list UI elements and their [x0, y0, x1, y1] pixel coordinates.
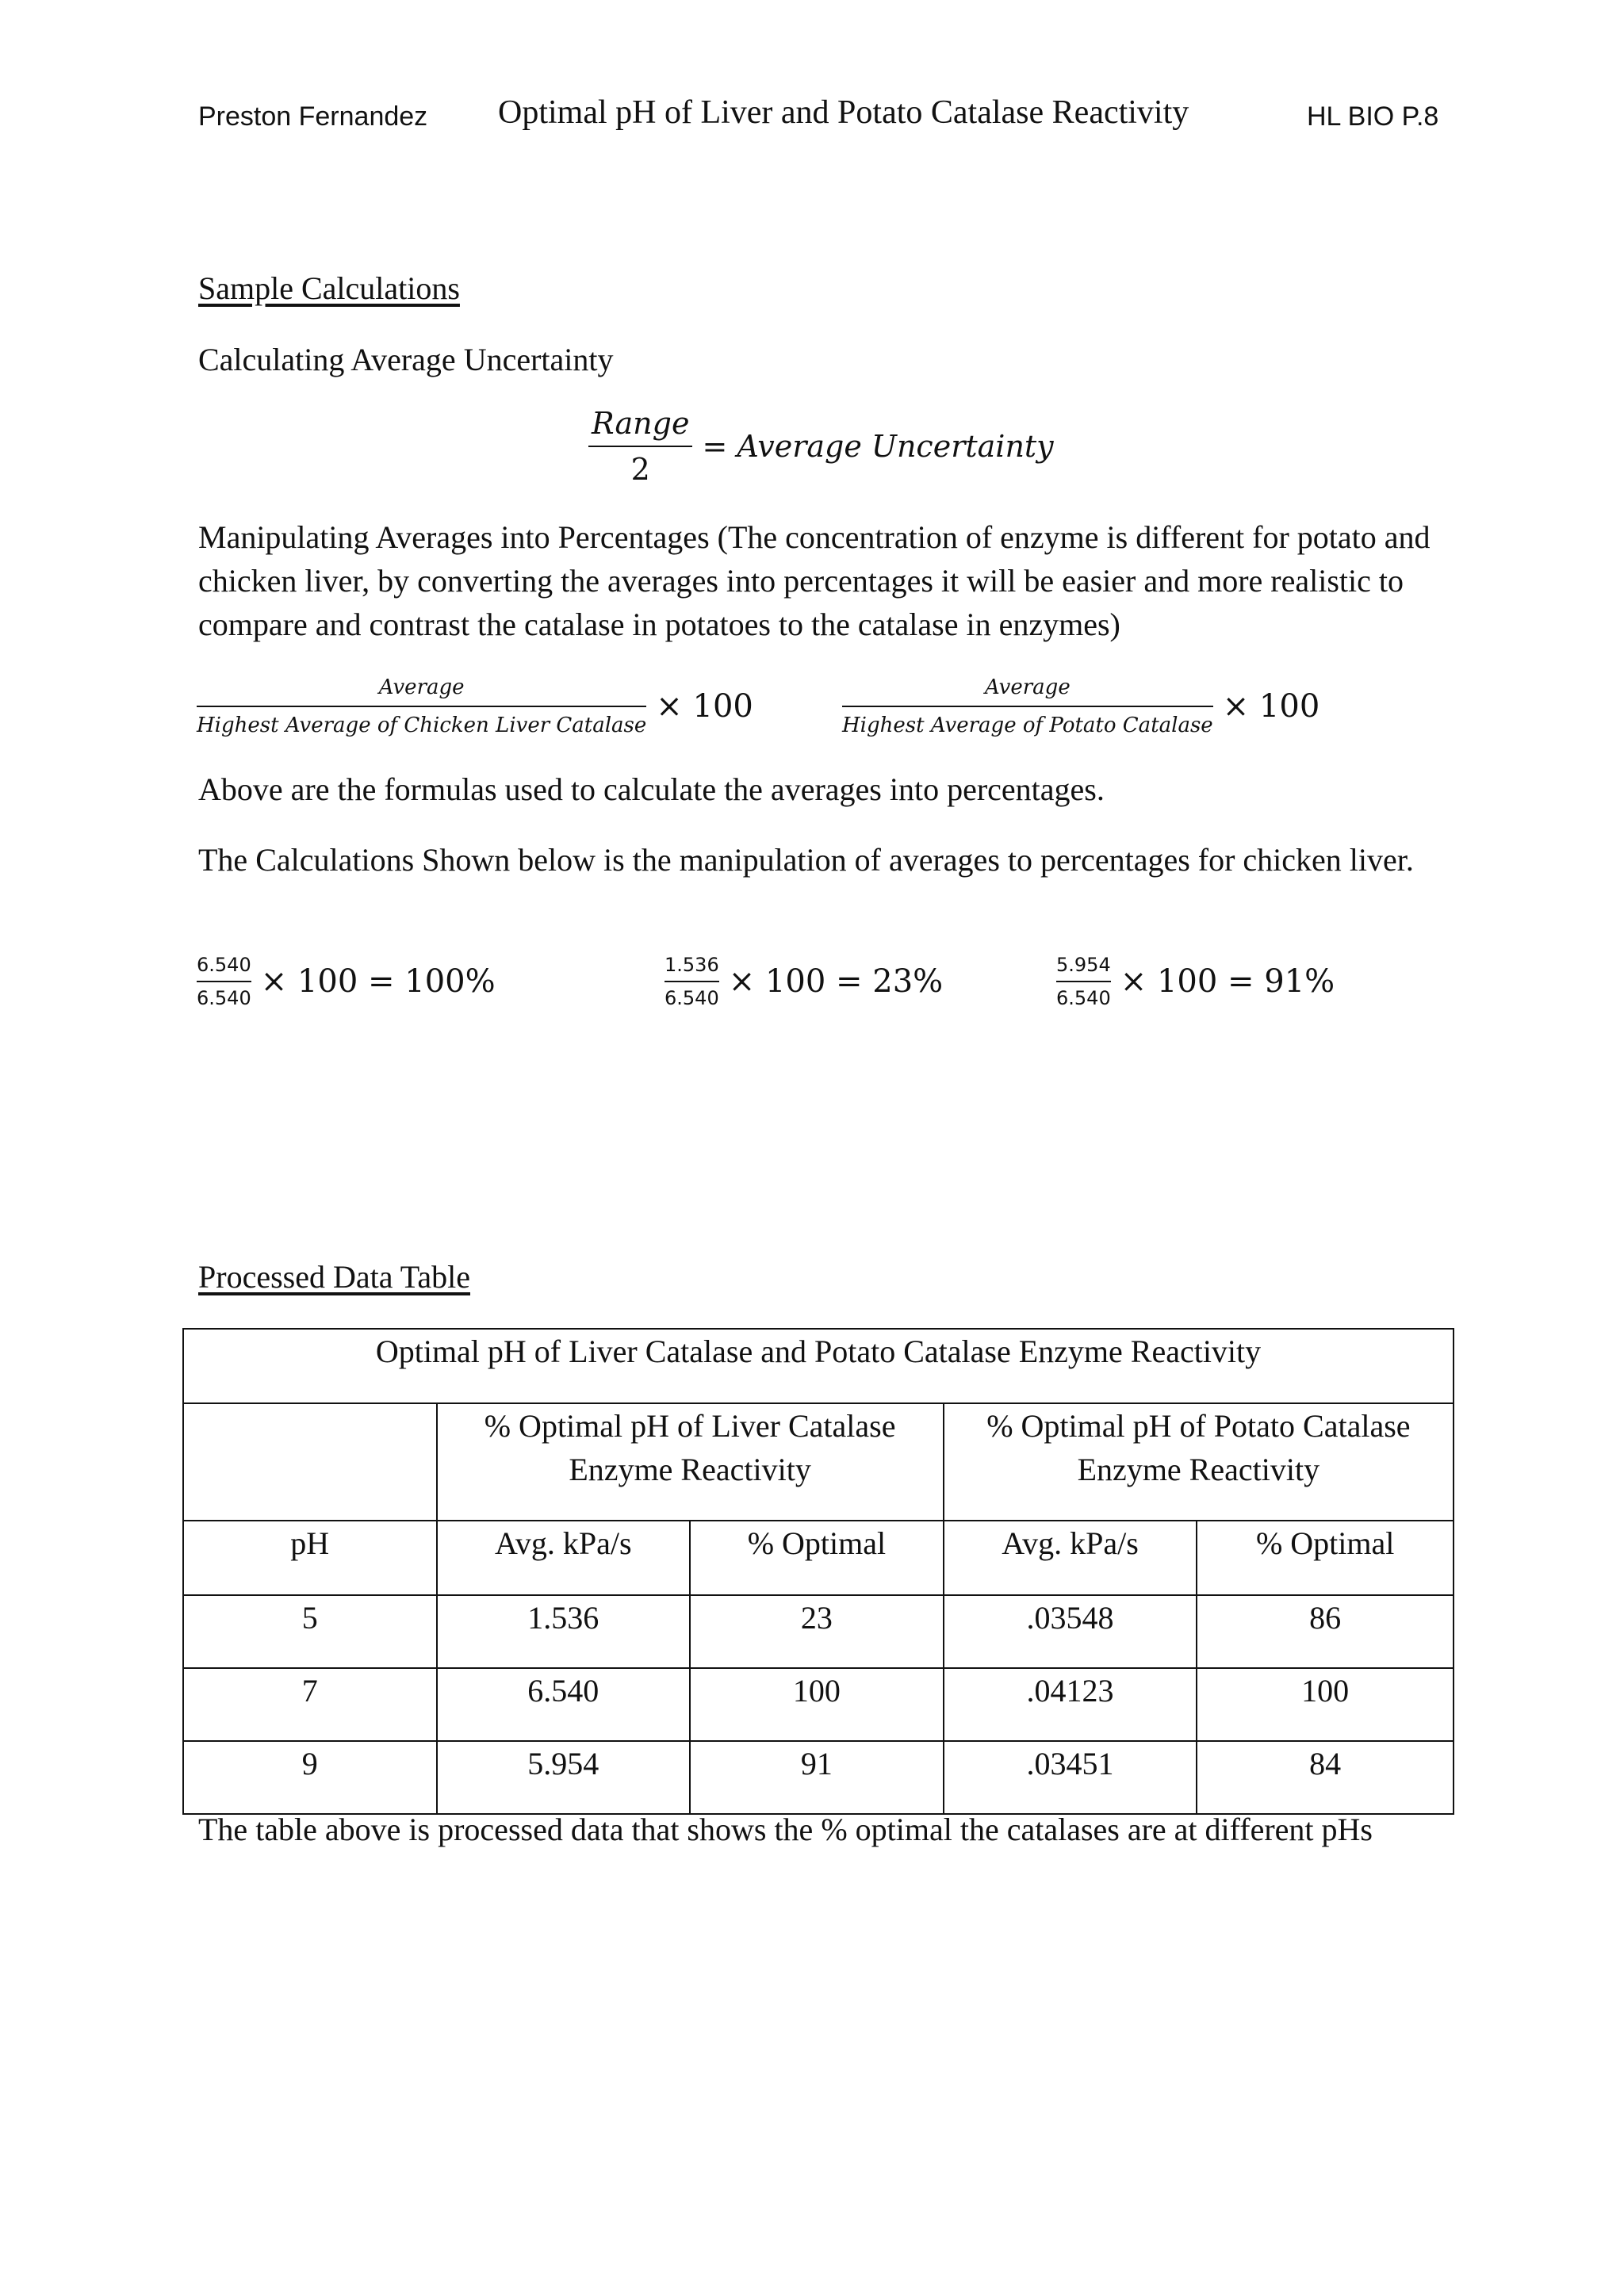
uncertainty-formula [588, 406, 1054, 487]
percent-intro-paragraph: Manipulating Averages into Percentages (The concentration of enzyme is different for potato and chicken liver, by converting the averages into percentages it will be easier and more realistic to compare and contrast the catalase in potatoes to the catalase in enzymes) [198, 519, 1431, 642]
column-header: Avg. kPa/s [944, 1521, 1197, 1595]
calc-denominator: 6.540 [197, 987, 251, 1009]
table-cell: 7 [183, 1668, 437, 1741]
calc-result: × 100 = 23% [728, 963, 944, 1000]
table-title: Optimal pH of Liver Catalase and Potato Catalase Enzyme Reactivity [183, 1329, 1454, 1403]
table-row [183, 1595, 1454, 1668]
column-header: Avg. kPa/s [437, 1521, 691, 1595]
formula-result: = Average Uncertainty [702, 429, 1054, 464]
table-cell: 91 [690, 1741, 944, 1814]
table-caption: The table above is processed data that shows the % optimal the catalases are at different pHs [198, 1812, 1373, 1847]
column-header: % Optimal [690, 1521, 944, 1595]
table-cell: 5 [183, 1595, 437, 1668]
calculation-example [665, 954, 943, 1009]
calculation-example [197, 954, 496, 1009]
potato-group-header: % Optimal pH of Potato Catalase Enzyme Reactivity [944, 1403, 1454, 1521]
formula-numerator: Average [378, 675, 465, 699]
formula-numerator: Range [592, 406, 690, 441]
table-cell: 6.540 [437, 1668, 691, 1741]
table-cell: 84 [1197, 1741, 1454, 1814]
uncertainty-heading: Calculating Average Uncertainty [198, 342, 614, 377]
calc-denominator: 6.540 [1056, 987, 1111, 1009]
calc-numerator: 1.536 [665, 954, 719, 976]
course-label: HL BIO P.8 [1307, 101, 1439, 132]
formula-numerator: Average [984, 675, 1071, 699]
empty-cell [183, 1403, 437, 1521]
column-header: % Optimal [1197, 1521, 1454, 1595]
liver-group-header: % Optimal pH of Liver Catalase Enzyme Reactivity [437, 1403, 944, 1521]
formula-suffix: × 100 [1222, 688, 1320, 725]
table-header-row [183, 1521, 1454, 1595]
table-row [183, 1741, 1454, 1814]
table-cell: 1.536 [437, 1595, 691, 1668]
calc-numerator: 5.954 [1056, 954, 1111, 976]
formula-denominator: Highest Average of Potato Catalase [842, 714, 1213, 737]
document-title: Optimal pH of Liver and Potato Catalase Reactivity [498, 94, 1189, 131]
table-row [183, 1668, 1454, 1741]
table-cell: 100 [690, 1668, 944, 1741]
table-group-row [183, 1403, 1454, 1521]
liver-percent-formula [197, 675, 753, 737]
processed-data-table [182, 1328, 1454, 1815]
table-cell: .03451 [944, 1741, 1197, 1814]
table-title-row [183, 1329, 1454, 1403]
table-cell: .03548 [944, 1595, 1197, 1668]
formula-suffix: × 100 [656, 688, 753, 725]
table-cell: 23 [690, 1595, 944, 1668]
author-name: Preston Fernandez [198, 101, 428, 132]
potato-percent-formula [842, 675, 1320, 737]
calc-result: × 100 = 100% [260, 963, 496, 1000]
calc-intro-paragraph: The Calculations Shown below is the manipulation of averages to percentages for chicken liver. [198, 842, 1414, 878]
calc-numerator: 6.540 [197, 954, 251, 976]
column-header: pH [183, 1521, 437, 1595]
table-cell: 9 [183, 1741, 437, 1814]
calc-result: × 100 = 91% [1120, 963, 1335, 1000]
formulas-note: Above are the formulas used to calculate the averages into percentages. [198, 771, 1105, 807]
sample-calculations-heading: Sample Calculations [198, 270, 460, 306]
table-cell: .04123 [944, 1668, 1197, 1741]
table-cell: 100 [1197, 1668, 1454, 1741]
table-cell: 5.954 [437, 1741, 691, 1814]
calculation-example [1056, 954, 1335, 1009]
formula-denominator: 2 [630, 452, 650, 487]
calc-denominator: 6.540 [665, 987, 719, 1009]
processed-table-heading: Processed Data Table [198, 1259, 471, 1295]
table-cell: 86 [1197, 1595, 1454, 1668]
formula-denominator: Highest Average of Chicken Liver Catalase [197, 714, 647, 737]
